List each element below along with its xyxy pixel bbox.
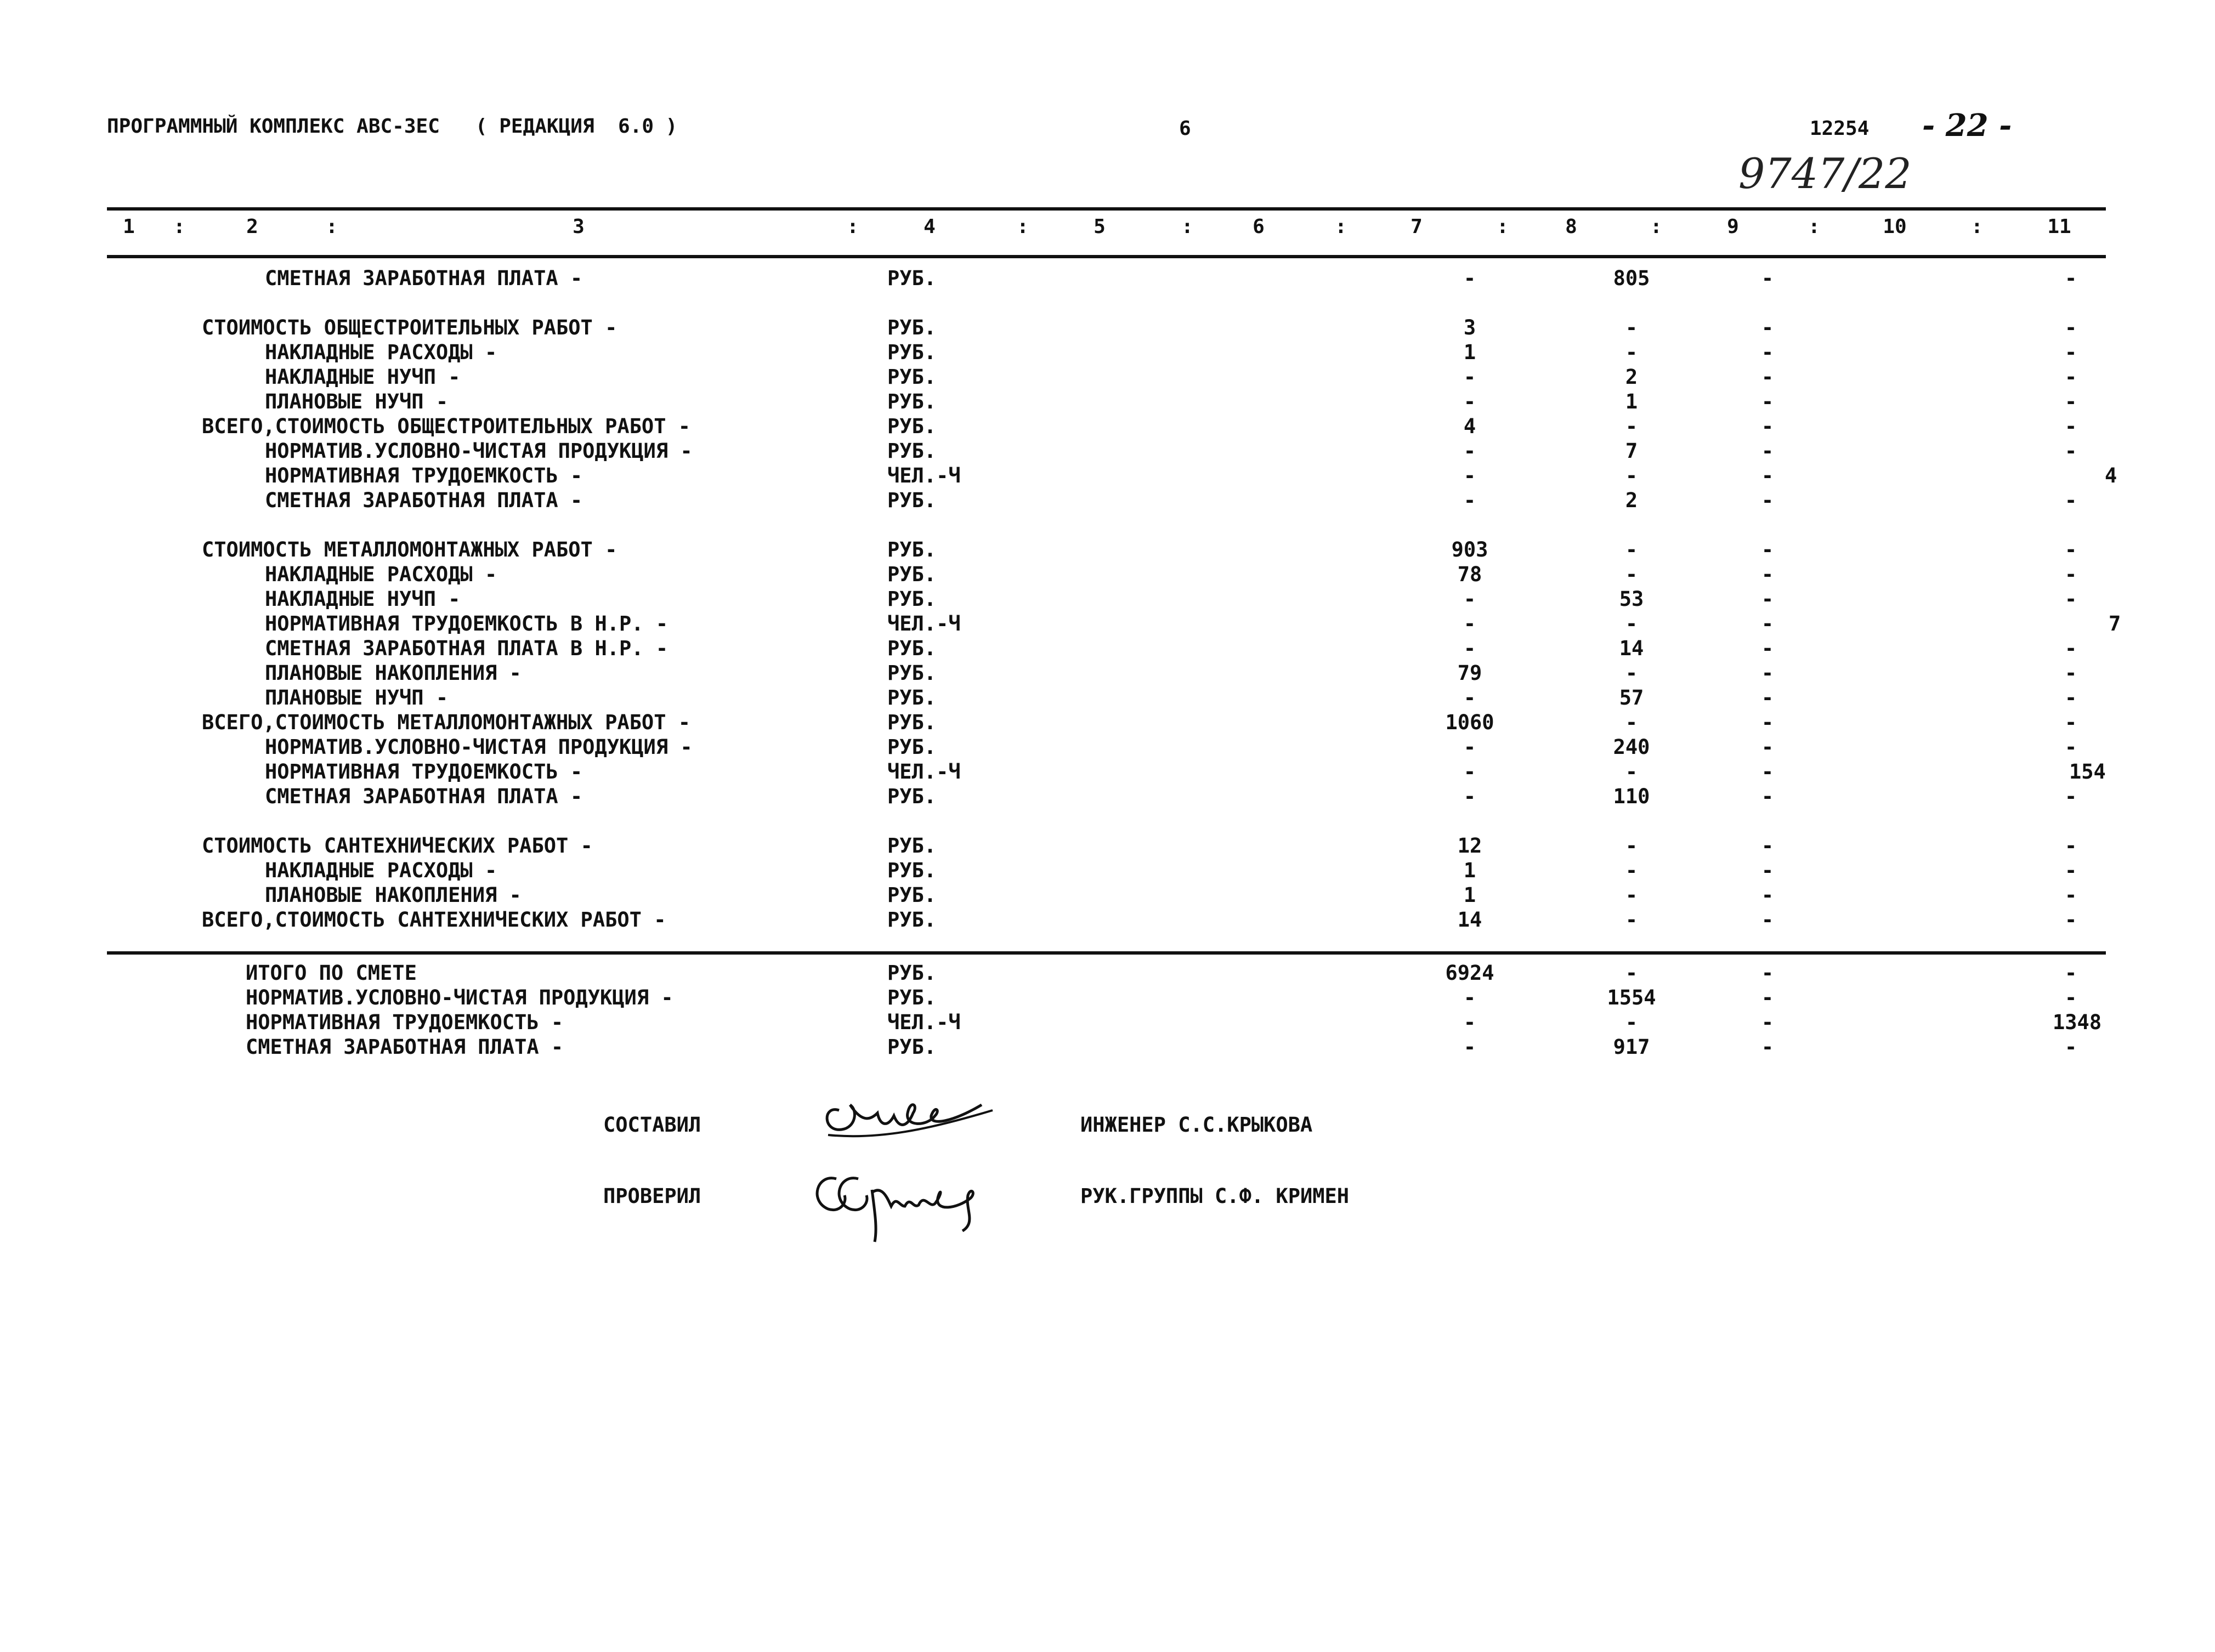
column-separator: : <box>173 215 185 238</box>
col11-value: - <box>2065 415 2077 438</box>
col7-value: - <box>1463 1035 1476 1059</box>
col8-value: - <box>1625 612 1638 635</box>
col11-value: 154 <box>2069 760 2106 784</box>
table-row <box>0 661 2215 686</box>
row-name: НОРМАТИВ.УСЛОВНО-ЧИСТАЯ ПРОДУКЦИЯ - <box>246 986 673 1009</box>
table-row <box>0 612 2215 637</box>
col7-value: 79 <box>1457 661 1482 685</box>
col9-value: - <box>1761 563 1774 586</box>
col8-value: - <box>1625 859 1638 882</box>
column-number: 9 <box>1727 215 1739 238</box>
col9-value: - <box>1761 735 1774 759</box>
table-row <box>0 908 2215 933</box>
table-row <box>0 390 2215 415</box>
totals-rule <box>107 951 2106 955</box>
column-separator: : <box>326 215 338 238</box>
col9-value: - <box>1761 859 1774 882</box>
col8-value: 2 <box>1625 365 1638 389</box>
compiler-signature <box>817 1088 998 1149</box>
col11-value: - <box>2065 661 2077 685</box>
col7-value: - <box>1463 637 1476 660</box>
col7-value: - <box>1463 1010 1476 1034</box>
column-number: 2 <box>246 215 258 238</box>
col9-value: - <box>1761 986 1774 1009</box>
col11-value: - <box>2065 637 2077 660</box>
col8-value: 53 <box>1619 587 1644 611</box>
row-name: НОРМАТИВ.УСЛОВНО-ЧИСТАЯ ПРОДУКЦИЯ - <box>265 439 693 463</box>
column-separator: : <box>1971 215 1983 238</box>
row-unit: РУБ. <box>887 340 937 364</box>
column-number: 11 <box>2047 215 2071 238</box>
col11-value: - <box>2065 390 2077 413</box>
col8-value: 7 <box>1625 439 1638 463</box>
col8-value: 2 <box>1625 489 1638 512</box>
col7-value: 4 <box>1463 415 1476 438</box>
row-name: СМЕТНАЯ ЗАРАБОТНАЯ ПЛАТА - <box>265 785 583 808</box>
row-unit: РУБ. <box>887 883 937 907</box>
col9-value: - <box>1761 834 1774 858</box>
row-unit: РУБ. <box>887 834 937 858</box>
col8-value: - <box>1625 711 1638 734</box>
col8-value: 1554 <box>1607 986 1656 1009</box>
col11-value: 4 <box>2105 464 2117 487</box>
table-row <box>0 735 2215 760</box>
col11-value: - <box>2065 489 2077 512</box>
col9-value: - <box>1761 711 1774 734</box>
row-unit: РУБ. <box>887 686 937 709</box>
col11-value: - <box>2065 316 2077 339</box>
row-unit: РУБ. <box>887 415 937 438</box>
table-row <box>0 266 2215 291</box>
row-name: НОРМАТИВ.УСЛОВНО-ЧИСТАЯ ПРОДУКЦИЯ - <box>265 735 693 759</box>
row-name: ВСЕГО,СТОИМОСТЬ САНТЕХНИЧЕСКИХ РАБОТ - <box>202 908 666 932</box>
col8-value: 1 <box>1625 390 1638 413</box>
col8-value: 110 <box>1613 785 1650 808</box>
table-row <box>0 711 2215 735</box>
column-number: 8 <box>1565 215 1577 238</box>
col8-value: 14 <box>1619 637 1644 660</box>
table-row <box>0 415 2215 439</box>
document-code: 12254 <box>1810 117 1870 140</box>
row-name: СТОИМОСТЬ ОБЩЕСТРОИТЕЛЬНЫХ РАБОТ - <box>202 316 618 339</box>
col11-value: 7 <box>2109 612 2121 635</box>
col7-value: 1 <box>1463 340 1476 364</box>
col7-value: 14 <box>1457 908 1482 932</box>
col7-value: - <box>1463 612 1476 635</box>
col7-value: 1 <box>1463 859 1476 882</box>
col9-value: - <box>1761 1035 1774 1059</box>
col8-value: 240 <box>1613 735 1650 759</box>
col11-value: - <box>2065 883 2077 907</box>
col7-value: - <box>1463 760 1476 784</box>
table-row <box>0 637 2215 661</box>
page-number: - 22 - <box>1922 107 2012 144</box>
col9-value: - <box>1761 883 1774 907</box>
table-row <box>0 439 2215 464</box>
col7-value: 903 <box>1451 538 1488 561</box>
row-name: НОРМАТИВНАЯ ТРУДОЕМКОСТЬ - <box>265 464 583 487</box>
col8-value: 805 <box>1613 266 1650 290</box>
column-separator: : <box>1650 215 1662 238</box>
column-number: 6 <box>1253 215 1265 238</box>
row-unit: ЧЕЛ.-Ч <box>887 760 961 784</box>
table-row <box>0 1035 2215 1060</box>
col8-value: 57 <box>1619 686 1644 709</box>
row-name: НОРМАТИВНАЯ ТРУДОЕМКОСТЬ - <box>246 1010 564 1034</box>
col7-value: - <box>1463 489 1476 512</box>
col9-value: - <box>1761 489 1774 512</box>
col11-value: - <box>2065 266 2077 290</box>
column-separator: : <box>847 215 859 238</box>
sheet-number: 6 <box>1179 117 1191 140</box>
table-row <box>0 859 2215 883</box>
col7-value: - <box>1463 686 1476 709</box>
table-row <box>0 340 2215 365</box>
col11-value: - <box>2065 785 2077 808</box>
col9-value: - <box>1761 439 1774 463</box>
table-row <box>0 785 2215 809</box>
col8-value: 917 <box>1613 1035 1650 1059</box>
column-separator: : <box>1335 215 1347 238</box>
row-unit: РУБ. <box>887 1035 937 1059</box>
col11-value: 1348 <box>2053 1010 2102 1034</box>
col8-value: - <box>1625 563 1638 586</box>
row-name: ВСЕГО,СТОИМОСТЬ ОБЩЕСТРОИТЕЛЬНЫХ РАБОТ - <box>202 415 691 438</box>
col7-value: 3 <box>1463 316 1476 339</box>
row-unit: РУБ. <box>887 637 937 660</box>
col9-value: - <box>1761 415 1774 438</box>
col8-value: - <box>1625 415 1638 438</box>
table-row <box>0 316 2215 340</box>
col8-value: - <box>1625 883 1638 907</box>
row-name: ВСЕГО,СТОИМОСТЬ МЕТАЛЛОМОНТАЖНЫХ РАБОТ - <box>202 711 691 734</box>
col11-value: - <box>2065 908 2077 932</box>
col8-value: - <box>1625 1010 1638 1034</box>
row-name: НАКЛАДНЫЕ РАСХОДЫ - <box>265 340 497 364</box>
col11-value: - <box>2065 587 2077 611</box>
table-row <box>0 587 2215 612</box>
col11-value: - <box>2065 859 2077 882</box>
col9-value: - <box>1761 908 1774 932</box>
compiled-label: СОСТАВИЛ <box>603 1113 701 1137</box>
row-name: ПЛАНОВЫЕ НАКОПЛЕНИЯ - <box>265 661 522 685</box>
row-unit: РУБ. <box>887 266 937 290</box>
row-unit: РУБ. <box>887 785 937 808</box>
row-unit: РУБ. <box>887 735 937 759</box>
row-name: ИТОГО ПО СМЕТЕ <box>246 961 417 985</box>
column-separator: : <box>1181 215 1193 238</box>
col11-value: - <box>2065 365 2077 389</box>
col11-value: - <box>2065 735 2077 759</box>
table-row <box>0 986 2215 1010</box>
col7-value: 78 <box>1457 563 1482 586</box>
col8-value: - <box>1625 464 1638 487</box>
col9-value: - <box>1761 612 1774 635</box>
row-name: ПЛАНОВЫЕ НУЧП - <box>265 686 449 709</box>
column-separator: : <box>1017 215 1029 238</box>
row-unit: РУБ. <box>887 961 937 985</box>
col11-value: - <box>2065 686 2077 709</box>
handwritten-reference: 9747/22 <box>1738 149 1912 198</box>
row-name: СТОИМОСТЬ САНТЕХНИЧЕСКИХ РАБОТ - <box>202 834 593 858</box>
column-number: 5 <box>1094 215 1106 238</box>
table-row <box>0 489 2215 513</box>
row-name: НАКЛАДНЫЕ РАСХОДЫ - <box>265 563 497 586</box>
table-row <box>0 883 2215 908</box>
col11-value: - <box>2065 961 2077 985</box>
row-unit: РУБ. <box>887 390 937 413</box>
col8-value: - <box>1625 760 1638 784</box>
col7-value: 6924 <box>1445 961 1494 985</box>
col7-value: - <box>1463 390 1476 413</box>
row-unit: ЧЕЛ.-Ч <box>887 464 961 487</box>
col11-value: - <box>2065 711 2077 734</box>
column-number: 7 <box>1410 215 1423 238</box>
row-name: НАКЛАДНЫЕ НУЧП - <box>265 365 461 389</box>
col9-value: - <box>1761 760 1774 784</box>
header-bottom-rule <box>107 255 2106 258</box>
col8-value: - <box>1625 316 1638 339</box>
checked-label: ПРОВЕРИЛ <box>603 1184 701 1208</box>
col11-value: - <box>2065 439 2077 463</box>
table-row <box>0 686 2215 711</box>
col9-value: - <box>1761 464 1774 487</box>
table-row <box>0 365 2215 390</box>
table-row <box>0 1010 2215 1035</box>
row-name: СМЕТНАЯ ЗАРАБОТНАЯ ПЛАТА - <box>246 1035 564 1059</box>
row-unit: ЧЕЛ.-Ч <box>887 1010 961 1034</box>
column-number: 10 <box>1883 215 1907 238</box>
table-row <box>0 760 2215 785</box>
row-unit: РУБ. <box>887 316 937 339</box>
col8-value: - <box>1625 908 1638 932</box>
col8-value: - <box>1625 661 1638 685</box>
col7-value: 1060 <box>1445 711 1494 734</box>
row-unit: РУБ. <box>887 711 937 734</box>
row-name: НОРМАТИВНАЯ ТРУДОЕМКОСТЬ В Н.Р. - <box>265 612 669 635</box>
row-unit: РУБ. <box>887 538 937 561</box>
row-name: ПЛАНОВЫЕ НУЧП - <box>265 390 449 413</box>
col9-value: - <box>1761 587 1774 611</box>
col9-value: - <box>1761 1010 1774 1034</box>
table-row <box>0 563 2215 587</box>
col9-value: - <box>1761 686 1774 709</box>
table-row <box>0 961 2215 986</box>
col7-value: - <box>1463 986 1476 1009</box>
program-header: ПРОГРАММНЫЙ КОМПЛЕКС АВС-3ЕС ( РЕДАКЦИЯ 6.0 ) <box>107 115 678 138</box>
row-name: НОРМАТИВНАЯ ТРУДОЕМКОСТЬ - <box>265 760 583 784</box>
col7-value: - <box>1463 587 1476 611</box>
checker-signature <box>806 1162 1004 1245</box>
col7-value: - <box>1463 365 1476 389</box>
table-row <box>0 834 2215 859</box>
row-unit: РУБ. <box>887 859 937 882</box>
table-row <box>0 538 2215 563</box>
col7-value: 1 <box>1463 883 1476 907</box>
column-number: 1 <box>123 215 135 238</box>
col9-value: - <box>1761 340 1774 364</box>
row-unit: РУБ. <box>887 365 937 389</box>
row-unit: ЧЕЛ.-Ч <box>887 612 961 635</box>
compiler-name: ИНЖЕНЕР С.С.КРЫКОВА <box>1080 1113 1313 1137</box>
col8-value: - <box>1625 538 1638 561</box>
col8-value: - <box>1625 834 1638 858</box>
col9-value: - <box>1761 266 1774 290</box>
row-unit: РУБ. <box>887 587 937 611</box>
table-top-rule <box>107 207 2106 211</box>
col11-value: - <box>2065 986 2077 1009</box>
row-name: СМЕТНАЯ ЗАРАБОТНАЯ ПЛАТА В Н.Р. - <box>265 637 669 660</box>
column-number: 4 <box>924 215 936 238</box>
row-unit: РУБ. <box>887 986 937 1009</box>
checker-name: РУК.ГРУППЫ С.Ф. КРИМЕН <box>1080 1184 1350 1208</box>
row-name: НАКЛАДНЫЕ НУЧП - <box>265 587 461 611</box>
row-unit: РУБ. <box>887 661 937 685</box>
col7-value: 12 <box>1457 834 1482 858</box>
table-row <box>0 464 2215 489</box>
col7-value: - <box>1463 464 1476 487</box>
col11-value: - <box>2065 1035 2077 1059</box>
col11-value: - <box>2065 834 2077 858</box>
col11-value: - <box>2065 563 2077 586</box>
col9-value: - <box>1761 365 1774 389</box>
col11-value: - <box>2065 538 2077 561</box>
row-name: ПЛАНОВЫЕ НАКОПЛЕНИЯ - <box>265 883 522 907</box>
col9-value: - <box>1761 661 1774 685</box>
row-unit: РУБ. <box>887 439 937 463</box>
col7-value: - <box>1463 785 1476 808</box>
row-unit: РУБ. <box>887 563 937 586</box>
row-unit: РУБ. <box>887 908 937 932</box>
col9-value: - <box>1761 637 1774 660</box>
col11-value: - <box>2065 340 2077 364</box>
col9-value: - <box>1761 538 1774 561</box>
column-separator: : <box>1808 215 1820 238</box>
row-name: СМЕТНАЯ ЗАРАБОТНАЯ ПЛАТА - <box>265 266 583 290</box>
col7-value: - <box>1463 735 1476 759</box>
column-separator: : <box>1497 215 1509 238</box>
col9-value: - <box>1761 390 1774 413</box>
row-name: СМЕТНАЯ ЗАРАБОТНАЯ ПЛАТА - <box>265 489 583 512</box>
col9-value: - <box>1761 961 1774 985</box>
col7-value: - <box>1463 266 1476 290</box>
col8-value: - <box>1625 340 1638 364</box>
row-name: СТОИМОСТЬ МЕТАЛЛОМОНТАЖНЫХ РАБОТ - <box>202 538 618 561</box>
row-unit: РУБ. <box>887 489 937 512</box>
column-number: 3 <box>573 215 585 238</box>
col7-value: - <box>1463 439 1476 463</box>
col9-value: - <box>1761 785 1774 808</box>
row-name: НАКЛАДНЫЕ РАСХОДЫ - <box>265 859 497 882</box>
col9-value: - <box>1761 316 1774 339</box>
col8-value: - <box>1625 961 1638 985</box>
